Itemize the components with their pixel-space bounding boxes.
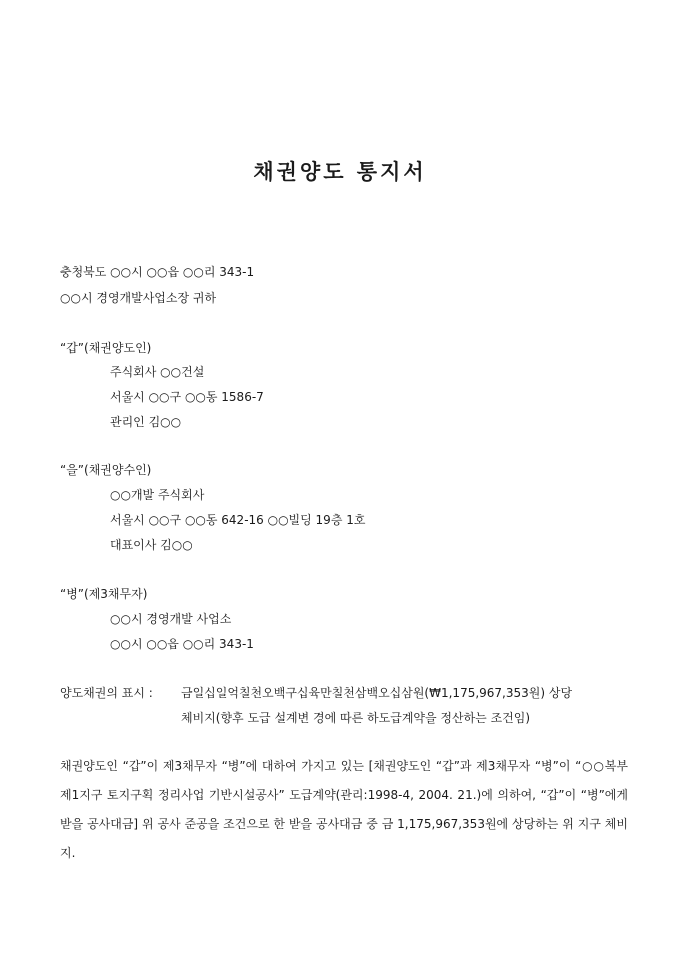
document-title: 채권양도 통지서 xyxy=(253,159,427,184)
body-paragraph: 채권양도인 “갑”이 제3채무자 “병”에 대하여 가지고 있는 [채권양도인 “갑”과 제3채무자 “병”이 “○○복부 제1지구 토지구획 정리사업 기반시설공사” 도급계약(관리:1998-4, 2004. 21.)에 의하여, “갑”이 “병”에게 받을 공사대금] 위 공사 준공을 조건으로 한 받을 공사대금 중 금 1,175,967,353원에 상당하는 위 지구 체비지. xyxy=(60,759,628,860)
party-c-address: ○○시 ○○읍 ○○리 343-1 xyxy=(110,637,254,651)
party-c-heading: “병”(제3채무자) xyxy=(60,587,148,601)
party-b-representative: 대표이사 김○○ xyxy=(110,538,193,552)
party-c-name: ○○시 경영개발 사업소 xyxy=(110,612,232,626)
party-b-heading: “을”(채권양수인) xyxy=(60,463,152,477)
claim-line-2: 체비지(향후 도급 설계변 경에 따른 하도급계약을 정산하는 조건임) xyxy=(181,711,531,725)
party-a-heading: “갑”(채권양도인) xyxy=(60,341,152,355)
recipient-name: ○○시 경영개발사업소장 귀하 xyxy=(60,291,217,305)
recipient-address: 충청북도 ○○시 ○○읍 ○○리 343-1 xyxy=(60,265,255,279)
party-a-manager: 관리인 김○○ xyxy=(110,415,182,429)
claim-line-1: 금일십일억칠천오백구십육만칠천삼백오십삼원(₩1,175,967,353원) 상당 xyxy=(181,686,573,700)
party-b-company: ○○개발 주식회사 xyxy=(110,488,205,502)
claim-label: 양도채권의 표시 : xyxy=(60,686,153,700)
party-a-address: 서울시 ○○구 ○○동 1586-7 xyxy=(110,390,264,404)
party-a-company: 주식회사 ○○건설 xyxy=(110,365,205,379)
party-b-address: 서울시 ○○구 ○○동 642-16 ○○빌딩 19층 1호 xyxy=(110,513,366,527)
